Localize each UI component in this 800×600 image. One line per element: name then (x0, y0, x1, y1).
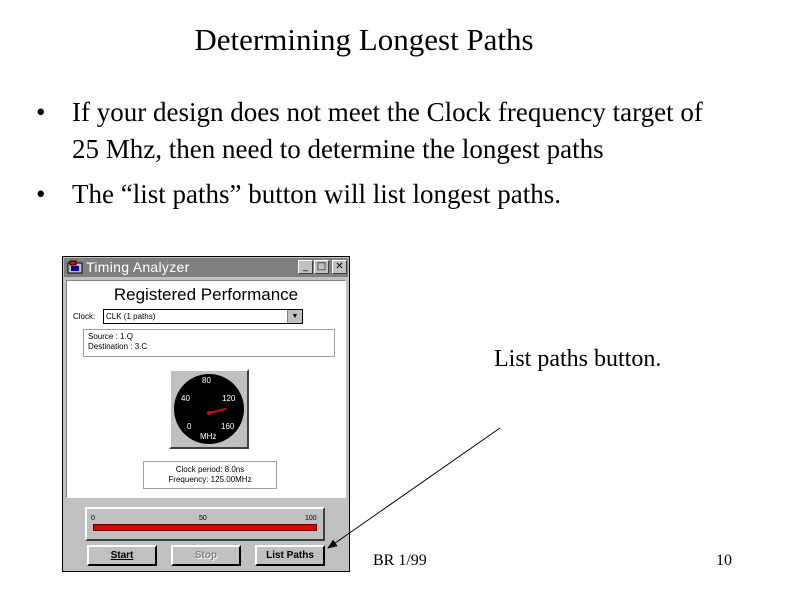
timing-analyzer-window (62, 256, 350, 572)
source-line: Source : 1.Q (88, 332, 133, 341)
list-paths-callout: List paths button. (494, 346, 662, 372)
stop-button-label: Stop (194, 550, 218, 561)
clock-select[interactable] (103, 309, 303, 324)
gauge-label-160: 160 (221, 422, 235, 431)
progress-tick-50: 50 (199, 515, 207, 522)
footer-date: BR 1/99 (373, 552, 427, 569)
clock-period-text: Clock period: 8.0ns (175, 465, 245, 474)
close-button[interactable]: ✕ (332, 260, 347, 274)
gauge-dial (171, 371, 247, 447)
bullet-symbol: • (36, 179, 46, 209)
performance-panel (66, 280, 346, 498)
bullet-text: The “list paths” button will list longest paths. (72, 179, 561, 209)
clock-label: Clock: (73, 312, 96, 321)
slide-title: Determining Longest Paths (194, 22, 534, 57)
progress-bar (93, 524, 317, 531)
destination-line: Destination : 3.C (88, 342, 148, 351)
maximize-button[interactable]: □ (314, 260, 329, 274)
bullet-list (36, 94, 736, 221)
frequency-gauge (169, 369, 249, 449)
progress-tick-100: 100 (305, 515, 317, 522)
arrow-line (328, 428, 500, 548)
window-title-bar[interactable] (64, 258, 348, 277)
clock-select-value: CLK (1 paths) (106, 312, 156, 321)
bullet-symbol: • (36, 97, 46, 127)
registered-performance-heading: Registered Performance (113, 285, 299, 304)
dropdown-arrow-icon[interactable]: ▼ (287, 310, 302, 323)
gauge-label-0: 0 (187, 422, 192, 431)
gauge-unit: MHz (200, 432, 217, 441)
minimize-button[interactable]: _ (298, 260, 313, 274)
frequency-info-box (143, 461, 277, 489)
gauge-label-40: 40 (181, 394, 190, 403)
bullet-text: If your design does not meet the Clock frequency target of 25 Mhz, then need to determine the longest paths (72, 97, 703, 164)
list-paths-button-label: List Paths (266, 550, 314, 561)
bullet-item (36, 176, 736, 213)
window-title: Timing Analyzer (86, 259, 190, 275)
start-button-label: Start (110, 550, 134, 561)
gauge-label-120: 120 (222, 394, 236, 403)
progress-tick-0: 0 (91, 515, 95, 522)
list-paths-button[interactable] (255, 545, 325, 566)
frequency-text: Frequency: 125.00MHz (168, 475, 252, 484)
bullet-item (36, 94, 736, 168)
gauge-label-80: 80 (202, 376, 211, 385)
timing-analyzer-app-icon (67, 260, 83, 274)
start-button[interactable] (87, 545, 157, 566)
gauge-hub (207, 411, 211, 415)
stop-button[interactable] (171, 545, 241, 566)
page-number: 10 (716, 552, 732, 569)
path-info-box (83, 329, 335, 357)
progress-frame (85, 507, 325, 541)
